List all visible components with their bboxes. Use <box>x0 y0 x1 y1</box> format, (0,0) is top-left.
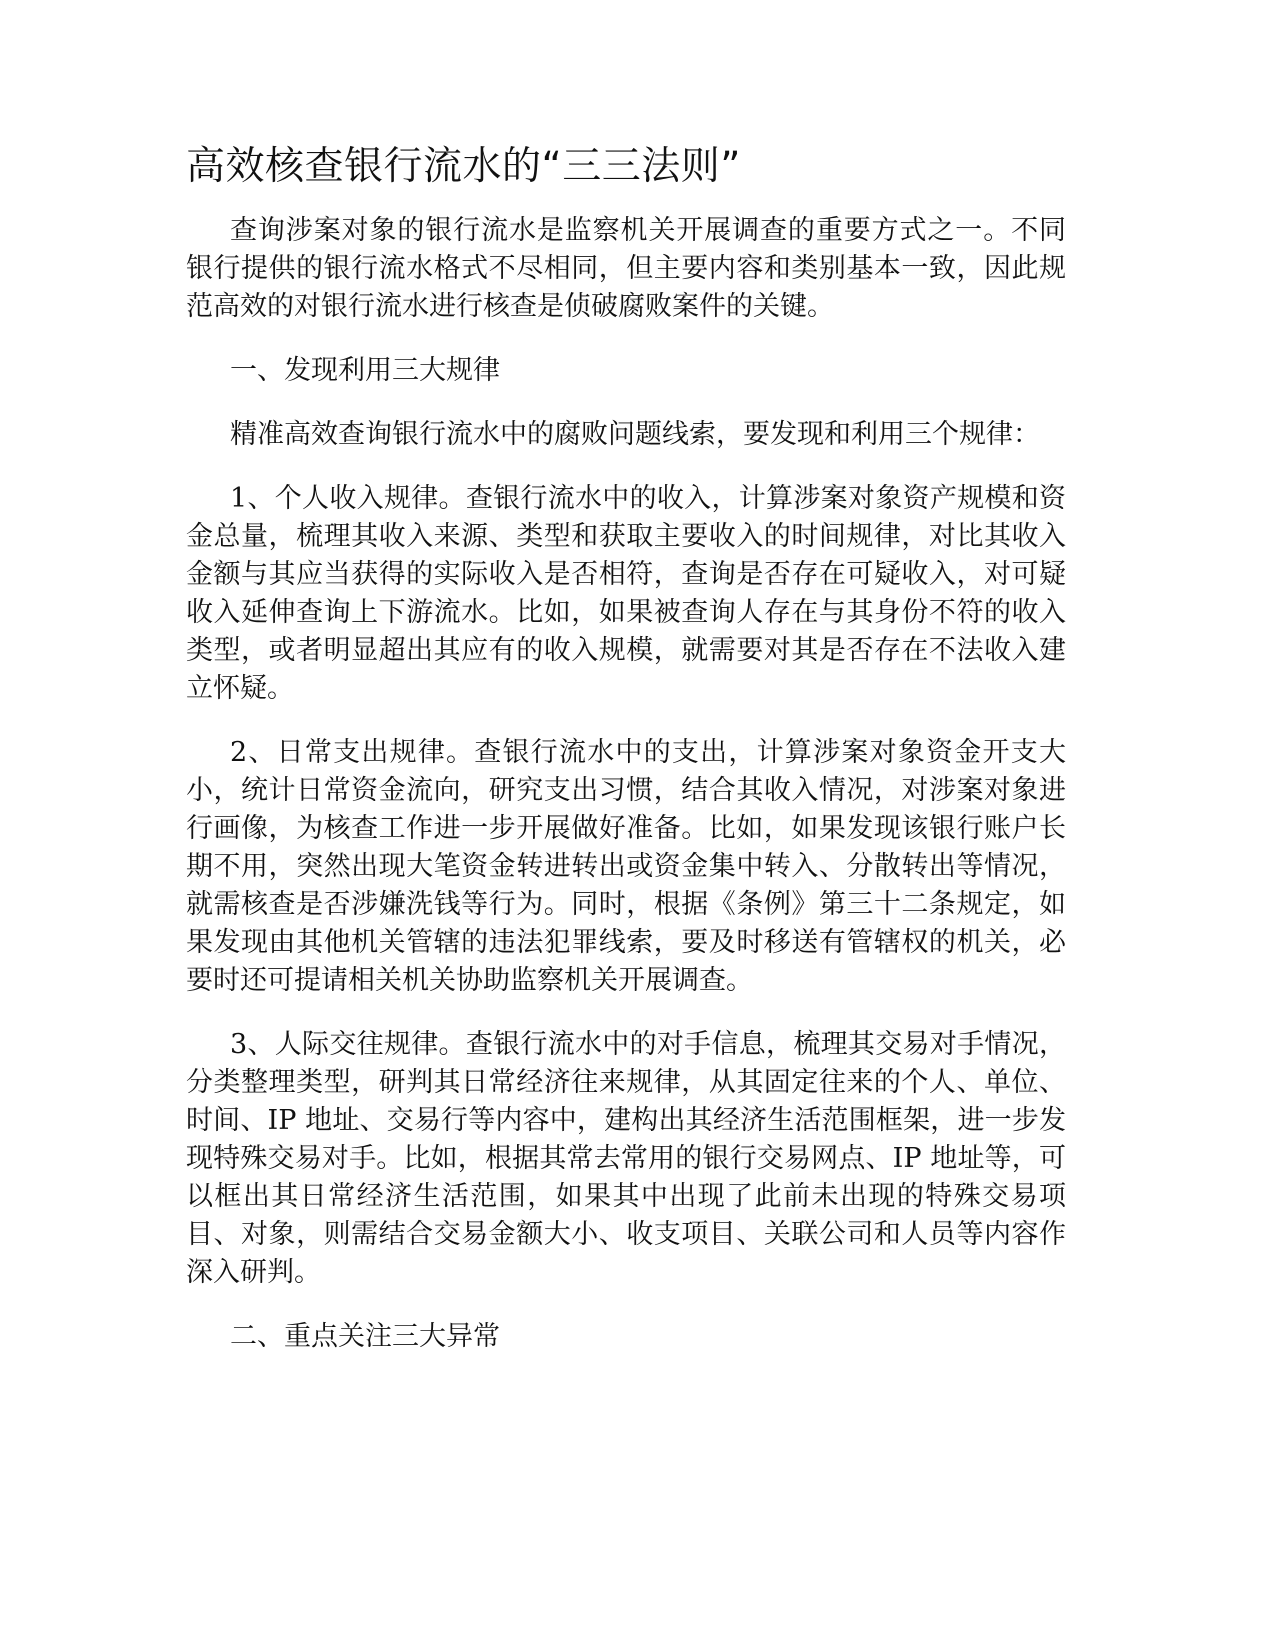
section-heading-1: 一、发现利用三大规律 <box>230 355 500 386</box>
rule-paragraph-expense: 2、日常支出规律。查银行流水中的支出，计算涉案对象资金开支大小，统计日常资金流向，研究支出习惯，结合其收入情况，对涉案对象进行画像，为核查工作进一步开展做好准备。比如，如果发现该银行账户长期不用，突然出现大笔资金转进转出或资金集中转入、分散转出等情况，就需核查是否涉嫌洗钱等行为。同时，根据《条例》第三十二条规定，如果发现由其他机关管辖的违法犯罪线索，要及时移送有管辖权的机关，必要时还可提请相关机关协助监察机关开展调查。 <box>186 737 1066 996</box>
section-heading-2: 二、重点关注三大异常 <box>230 1321 500 1352</box>
document-title: 高效核查银行流水的“三三法则” <box>186 144 741 189</box>
intro-paragraph: 查询涉案对象的银行流水是监察机关开展调查的重要方式之一。不同银行提供的银行流水格式不尽相同，但主要内容和类别基本一致，因此规范高效的对银行流水进行核查是侦破腐败案件的关键。 <box>186 215 1066 322</box>
rule-paragraph-income: 1、个人收入规律。查银行流水中的收入，计算涉案对象资产规模和资金总量，梳理其收入来源、类型和获取主要收入的时间规律，对比其收入金额与其应当获得的实际收入是否相符，查询是否存在可疑收入，对可疑收入延伸查询上下游流水。比如，如果被查询人存在与其身份不符的收入类型，或者明显超出其应有的收入规模，就需要对其是否存在不法收入建立怀疑。 <box>186 483 1066 704</box>
rule-paragraph-relations: 3、人际交往规律。查银行流水中的对手信息，梳理其交易对手情况，分类整理类型，研判其日常经济往来规律，从其固定往来的个人、单位、时间、IP 地址、交易行等内容中，建构出其经济生活范围框架，进一步发现特殊交易对手。比如，根据其常去常用的银行交易网点、IP 地址等，可以框出其日常经济生活范围，如果其中出现了此前未出现的特殊交易项目、对象，则需结合交易金额大小、收支项目、关联公司和人员等内容作深入研判。 <box>186 1029 1066 1288</box>
section1-lead-paragraph: 精准高效查询银行流水中的腐败问题线索，要发现和利用三个规律： <box>230 419 1040 450</box>
document-body <box>186 140 1066 1382</box>
